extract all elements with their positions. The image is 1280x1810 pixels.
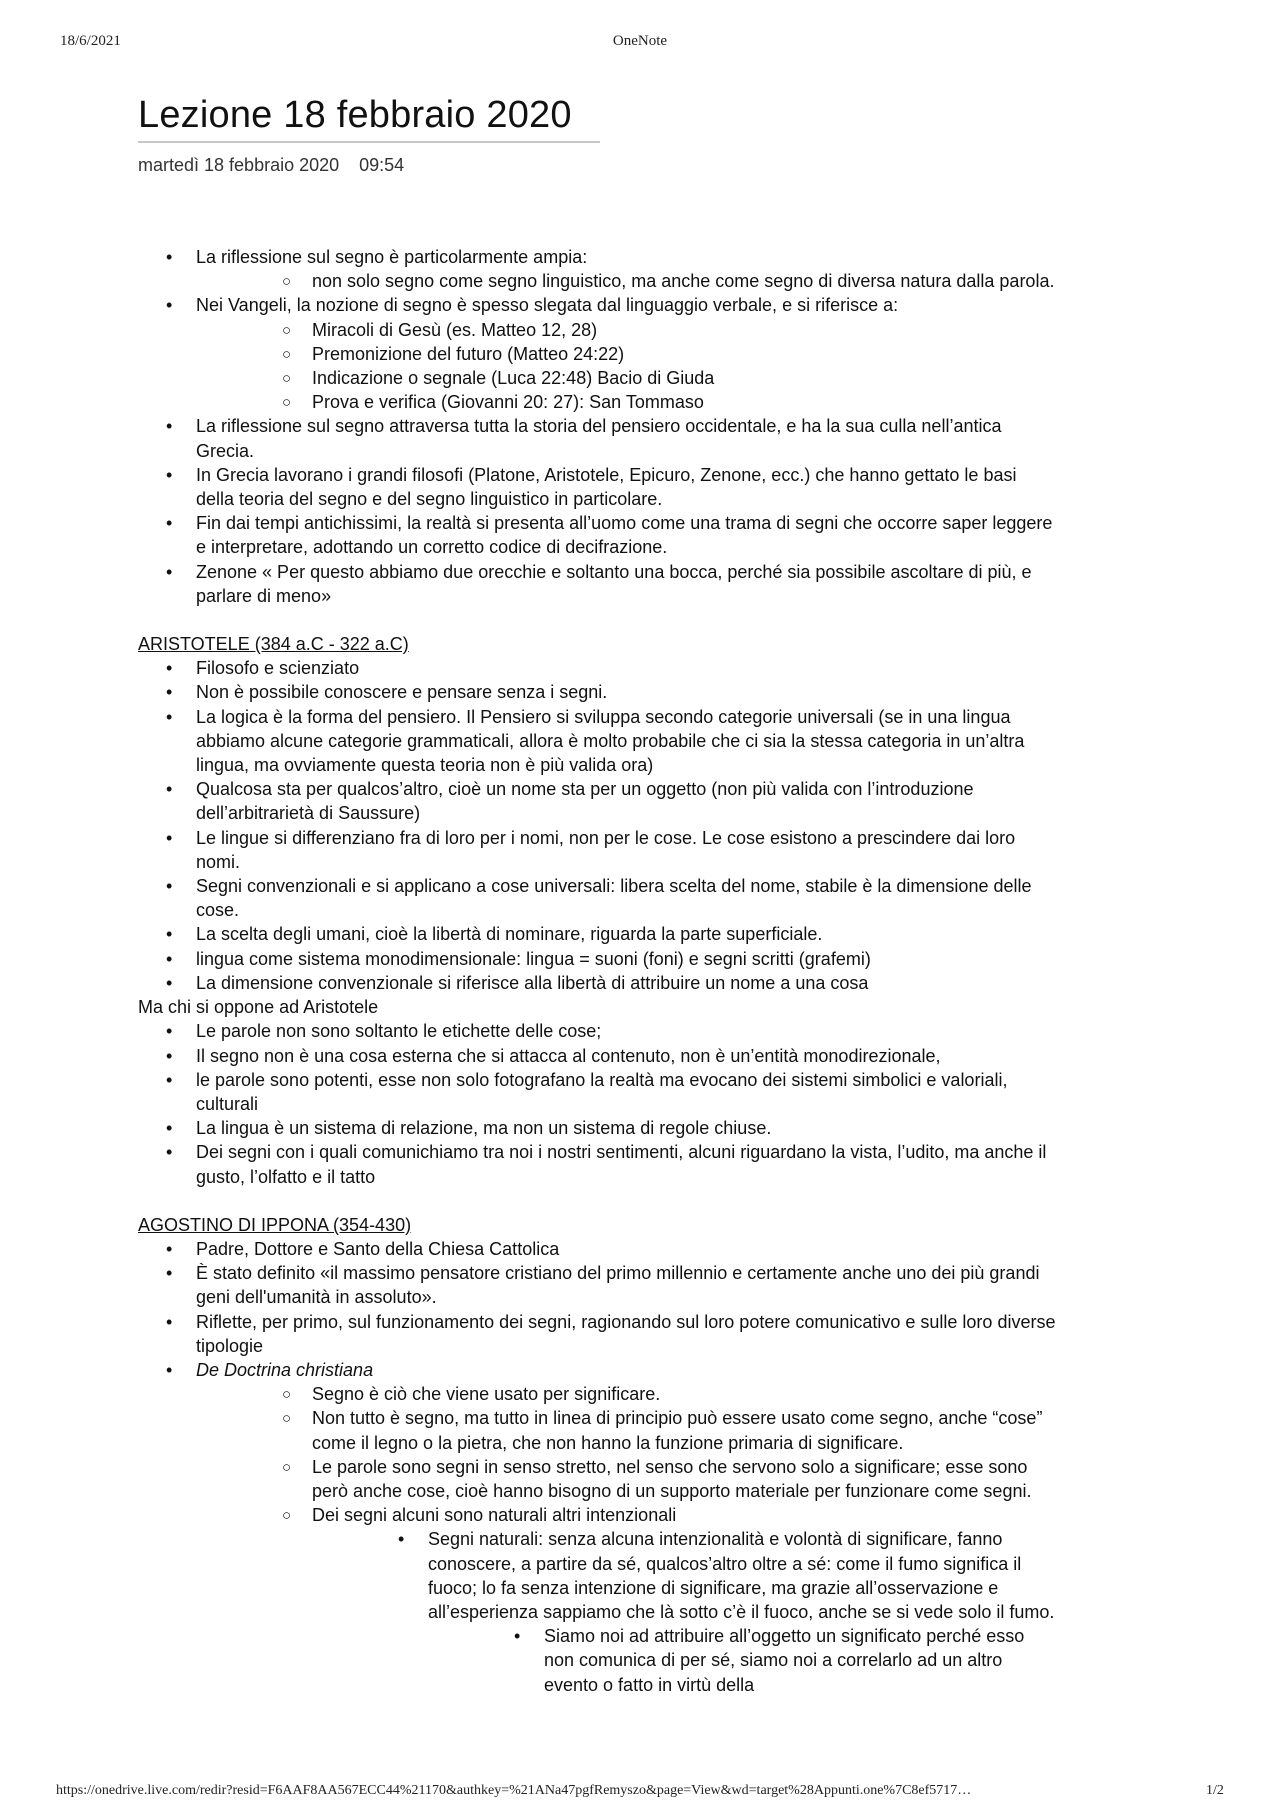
section-heading-agostino: AGOSTINO DI IPPONA (354-430) — [138, 1214, 412, 1235]
sublist — [486, 1624, 1058, 1697]
list-item: • Le lingue si differenziano fra di loro per i nomi, non per le cose. Le cose esistono a prescindere dai loro nomi. — [138, 826, 1058, 874]
list-item: • La scelta degli umani, cioè la libertà di nominare, riguarda la parte superficiale. — [138, 922, 1058, 946]
list-item — [138, 245, 1058, 293]
sublist — [254, 318, 1058, 415]
list-item: • Siamo noi ad attribuire all’oggetto un significato perché esso non comunica di per sé, siamo noi a correlarlo ad un altro evento o fatto in virtù della — [486, 1624, 1058, 1697]
sublist — [370, 1527, 1058, 1696]
list-item — [138, 293, 1058, 414]
paragraph-oppone: Ma chi si oppone ad Aristotele — [138, 997, 379, 1018]
intro-list — [138, 245, 1058, 608]
sublist — [254, 269, 1058, 293]
list-item-text: Nei Vangeli, la nozione di segno è spesso slegata dal linguaggio verbale, e si riferisce a: — [196, 295, 899, 316]
list-item: • Padre, Dottore e Santo della Chiesa Cattolica — [138, 1237, 1058, 1261]
title-underline — [138, 141, 600, 143]
list-item: • Filosofo e scienziato — [138, 656, 1058, 680]
print-url: https://onedrive.live.com/redir?resid=F6AAF8AA567ECC44%21170&authkey=%21ANa47pgfRemyszo&page=View&wd=target%28Appunti.one%7C8ef5717… — [56, 1783, 972, 1798]
list-item: ○ Miracoli di Gesù (es. Matteo 12, 28) — [254, 318, 1058, 342]
book-title: De Doctrina christiana — [196, 1359, 374, 1380]
list-item-text: Segni naturali: senza alcuna intenzionalità e volontà di significare, fanno conoscere, a partire da sé, qualcos’altro oltre a sé: come il fumo significa il fuoco; lo fa senza intenzione di significare, ma grazie all’osservazione e all’esperienza sappiamo che là sotto c’è il fuoco, anche se si vede solo il fumo. — [428, 1529, 1055, 1622]
list-item: • Segni convenzionali e si applicano a cose universali: libera scelta del nome, stabile è la dimensione delle cose. — [138, 874, 1058, 922]
note-body — [138, 245, 1058, 1697]
list-item: • La dimensione convenzionale si riferisce alla libertà di attribuire un nome a una cosa — [138, 971, 1058, 995]
list-item — [138, 1358, 1058, 1697]
list-item: ○ Segno è ciò che viene usato per significare. — [254, 1382, 1058, 1406]
list-item: • In Grecia lavorano i grandi filosofi (Platone, Aristotele, Epicuro, Zenone, ecc.) che hanno gettato le basi della teoria del segno e del segno linguistico in particolare. — [138, 463, 1058, 511]
list-item — [254, 1503, 1058, 1697]
list-item: • Fin dai tempi antichissimi, la realtà si presenta all’uomo come una trama di segni che occorre saper leggere e interpretare, adottando un corretto codice di decifrazione. — [138, 511, 1058, 559]
list-item: • È stato definito «il massimo pensatore cristiano del primo millennio e certamente anche uno dei più grandi geni dell'umanità in assoluto». — [138, 1261, 1058, 1309]
list-item: • Le parole non sono soltanto le etichette delle cose; — [138, 1019, 1058, 1043]
note-time: 09:54 — [359, 155, 405, 175]
list-item: ○ Prova e verifica (Giovanni 20: 27): San Tommaso — [254, 390, 1058, 414]
list-item: • La logica è la forma del pensiero. Il Pensiero si sviluppa secondo categorie universali (se in una lingua abbiamo alcune categorie grammaticali, allora è molto probabile che ci sia la stessa categoria in un’altra lingua, ma ovviamente questa teoria non è più valida ora) — [138, 705, 1058, 778]
agostino-list — [138, 1237, 1058, 1697]
list-item-text: La riflessione sul segno è particolarmente ampia: — [196, 247, 588, 267]
print-page-number: 1/2 — [1206, 1783, 1224, 1798]
list-item-text: Dei segni alcuni sono naturali altri intenzionali — [312, 1505, 677, 1526]
list-item: • La riflessione sul segno attraversa tutta la storia del pensiero occidentale, e ha la sua culla nell’antica Grecia. — [138, 414, 1058, 462]
list-item: ○ Le parole sono segni in senso stretto, nel senso che servono solo a significare; esse sono però anche cose, cioè hanno bisogno di un supporto materiale per funzionare come segni. — [254, 1455, 1058, 1503]
print-date: 18/6/2021 — [60, 33, 121, 49]
list-item: • Dei segni con i quali comunichiamo tra noi i nostri sentimenti, alcuni riguardano la vista, l’udito, ma anche il gusto, l’olfatto e il tatto — [138, 1140, 1058, 1188]
aristotele-list — [138, 656, 1058, 995]
list-item: ○ Non tutto è segno, ma tutto in linea di principio può essere usato come segno, anche “cose” come il legno o la pietra, che non hanno la funzione primaria di significare. — [254, 1406, 1058, 1454]
list-item: • La lingua è un sistema di relazione, ma non un sistema di regole chiuse. — [138, 1116, 1058, 1140]
oppone-list — [138, 1019, 1058, 1188]
note-date: martedì 18 febbraio 2020 — [138, 155, 340, 175]
list-item: ○ Premonizione del futuro (Matteo 24:22) — [254, 342, 1058, 366]
list-item: ○ non solo segno come segno linguistico, ma anche come segno di diversa natura dalla parola. — [254, 269, 1058, 293]
list-item: • Riflette, per primo, sul funzionamento dei segni, ragionando sul loro potere comunicativo e sulle loro diverse tipologie — [138, 1310, 1058, 1358]
section-heading-aristotele: ARISTOTELE (384 a.C - 322 a.C) — [138, 634, 409, 655]
list-item: • lingua come sistema monodimensionale: lingua = suoni (foni) e segni scritti (grafemi) — [138, 947, 1058, 971]
sublist — [254, 1382, 1058, 1697]
list-item: • Zenone « Per questo abbiamo due orecchie e soltanto una bocca, perché sia possibile ascoltare di più, e parlare di meno» — [138, 560, 1058, 608]
list-item: • le parole sono potenti, esse non solo fotografano la realtà ma evocano dei sistemi simbolici e valoriali, culturali — [138, 1068, 1058, 1116]
note-timestamp — [138, 155, 404, 176]
list-item: • Non è possibile conoscere e pensare senza i segni. — [138, 680, 1058, 704]
print-app-name: OneNote — [612, 33, 668, 49]
list-item: • Qualcosa sta per qualcos’altro, cioè un nome sta per un oggetto (non più valida con l’introduzione dell’arbitrarietà di Saussure) — [138, 777, 1058, 825]
list-item: ○ Indicazione o segnale (Luca 22:48) Bacio di Giuda — [254, 366, 1058, 390]
page-title: Lezione 18 febbraio 2020 — [138, 94, 572, 136]
list-item: • Il segno non è una cosa esterna che si attacca al contenuto, non è un’entità monodirezionale, — [138, 1044, 1058, 1068]
list-item — [370, 1527, 1058, 1696]
